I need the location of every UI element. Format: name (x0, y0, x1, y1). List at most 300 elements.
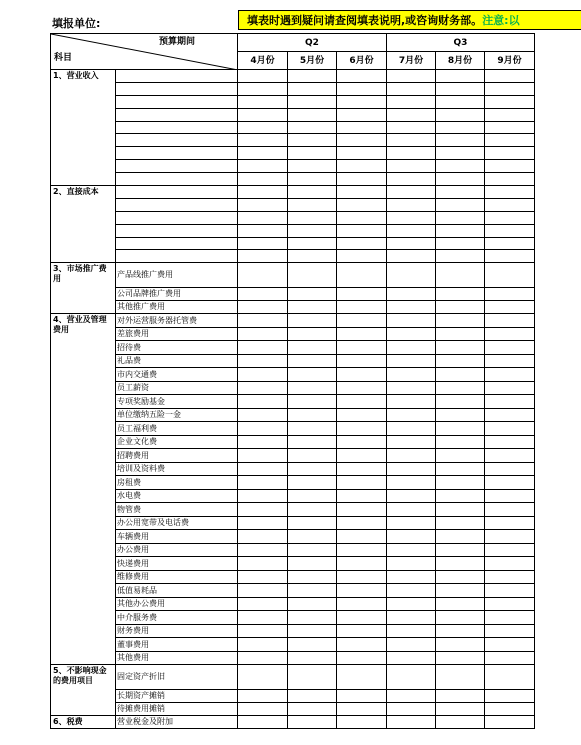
value-cell[interactable] (238, 288, 288, 301)
value-cell[interactable] (387, 624, 436, 638)
value-cell[interactable] (337, 121, 387, 134)
value-cell[interactable] (485, 82, 535, 95)
value-cell[interactable] (238, 716, 288, 729)
value-cell[interactable] (387, 716, 436, 729)
value-cell[interactable] (387, 70, 436, 83)
value-cell[interactable] (436, 624, 485, 638)
value-cell[interactable] (288, 570, 337, 584)
value-cell[interactable] (436, 198, 485, 211)
value-cell[interactable] (485, 435, 535, 449)
value-cell[interactable] (288, 314, 337, 328)
value-cell[interactable] (485, 462, 535, 476)
table-row (51, 301, 535, 314)
value-cell[interactable] (288, 489, 337, 503)
value-cell[interactable] (288, 82, 337, 95)
value-cell[interactable] (436, 530, 485, 544)
value-cell[interactable] (337, 354, 387, 368)
table-row (51, 665, 535, 690)
value-cell[interactable] (337, 108, 387, 121)
value-cell[interactable] (387, 263, 436, 288)
value-cell[interactable] (387, 186, 436, 199)
value-cell[interactable] (238, 314, 288, 328)
value-cell[interactable] (485, 147, 535, 160)
value-cell[interactable] (288, 354, 337, 368)
value-cell[interactable] (288, 327, 337, 341)
value-cell[interactable] (238, 341, 288, 355)
value-cell[interactable] (238, 651, 288, 665)
value-cell[interactable] (337, 435, 387, 449)
value-cell[interactable] (288, 557, 337, 571)
value-cell[interactable] (485, 211, 535, 224)
value-cell[interactable] (288, 301, 337, 314)
value-cell[interactable] (238, 108, 288, 121)
value-cell[interactable] (337, 624, 387, 638)
value-cell[interactable] (337, 516, 387, 530)
value-cell[interactable] (238, 530, 288, 544)
value-cell[interactable] (436, 95, 485, 108)
value-cell[interactable] (387, 368, 436, 382)
value-cell[interactable] (436, 665, 485, 690)
value-cell[interactable] (337, 570, 387, 584)
line-item: 低值易耗品 (116, 584, 238, 598)
value-cell[interactable] (337, 530, 387, 544)
value-cell[interactable] (337, 716, 387, 729)
value-cell[interactable] (337, 597, 387, 611)
value-cell[interactable] (387, 173, 436, 186)
value-cell[interactable] (387, 597, 436, 611)
value-cell[interactable] (387, 134, 436, 147)
value-cell[interactable] (436, 314, 485, 328)
value-cell[interactable] (387, 690, 436, 703)
value-cell[interactable] (337, 263, 387, 288)
budget-table (50, 33, 535, 729)
table-row (51, 716, 535, 729)
value-cell[interactable] (337, 70, 387, 83)
value-cell[interactable] (485, 354, 535, 368)
value-cell[interactable] (436, 543, 485, 557)
value-cell[interactable] (485, 250, 535, 263)
value-cell[interactable] (288, 624, 337, 638)
value-cell[interactable] (288, 435, 337, 449)
value-cell[interactable] (485, 263, 535, 288)
value-cell[interactable] (288, 173, 337, 186)
value-cell[interactable] (337, 147, 387, 160)
value-cell[interactable] (485, 327, 535, 341)
table-row (51, 134, 535, 147)
value-cell[interactable] (238, 381, 288, 395)
value-cell[interactable] (288, 288, 337, 301)
value-cell[interactable] (387, 570, 436, 584)
value-cell[interactable] (485, 198, 535, 211)
value-cell[interactable] (436, 147, 485, 160)
value-cell[interactable] (485, 543, 535, 557)
value-cell[interactable] (436, 435, 485, 449)
value-cell[interactable] (436, 160, 485, 173)
value-cell[interactable] (337, 476, 387, 490)
value-cell[interactable] (337, 395, 387, 409)
value-cell[interactable] (436, 224, 485, 237)
value-cell[interactable] (238, 503, 288, 517)
value-cell[interactable] (387, 611, 436, 625)
value-cell[interactable] (485, 368, 535, 382)
value-cell[interactable] (238, 237, 288, 250)
value-cell[interactable] (485, 651, 535, 665)
value-cell[interactable] (485, 638, 535, 652)
value-cell[interactable] (436, 186, 485, 199)
value-cell[interactable] (436, 489, 485, 503)
value-cell[interactable] (337, 186, 387, 199)
value-cell[interactable] (288, 263, 337, 288)
value-cell[interactable] (387, 381, 436, 395)
value-cell[interactable] (485, 237, 535, 250)
value-cell[interactable] (485, 611, 535, 625)
value-cell[interactable] (387, 314, 436, 328)
value-cell[interactable] (238, 435, 288, 449)
value-cell[interactable] (387, 198, 436, 211)
value-cell[interactable] (387, 543, 436, 557)
value-cell[interactable] (238, 624, 288, 638)
value-cell[interactable] (436, 462, 485, 476)
value-cell[interactable] (238, 70, 288, 83)
value-cell[interactable] (436, 381, 485, 395)
value-cell[interactable] (238, 690, 288, 703)
value-cell[interactable] (436, 651, 485, 665)
value-cell[interactable] (436, 422, 485, 436)
value-cell[interactable] (387, 530, 436, 544)
value-cell[interactable] (485, 341, 535, 355)
value-cell[interactable] (485, 716, 535, 729)
value-cell[interactable] (238, 211, 288, 224)
value-cell[interactable] (288, 224, 337, 237)
value-cell[interactable] (238, 301, 288, 314)
value-cell[interactable] (288, 462, 337, 476)
value-cell[interactable] (238, 611, 288, 625)
value-cell[interactable] (485, 395, 535, 409)
value-cell[interactable] (238, 703, 288, 716)
value-cell[interactable] (436, 237, 485, 250)
value-cell[interactable] (288, 690, 337, 703)
value-cell[interactable] (436, 134, 485, 147)
value-cell[interactable] (337, 314, 387, 328)
value-cell[interactable] (238, 121, 288, 134)
value-cell[interactable] (337, 250, 387, 263)
value-cell[interactable] (288, 147, 337, 160)
value-cell[interactable] (485, 301, 535, 314)
value-cell[interactable] (387, 224, 436, 237)
value-cell[interactable] (337, 224, 387, 237)
value-cell[interactable] (238, 449, 288, 463)
table-row (51, 121, 535, 134)
value-cell[interactable] (485, 503, 535, 517)
value-cell[interactable] (337, 211, 387, 224)
value-cell[interactable] (485, 134, 535, 147)
value-cell[interactable] (485, 314, 535, 328)
value-cell[interactable] (238, 638, 288, 652)
value-cell[interactable] (387, 354, 436, 368)
value-cell[interactable] (337, 237, 387, 250)
line-item: 企业文化费 (116, 435, 238, 449)
value-cell[interactable] (436, 557, 485, 571)
value-cell[interactable] (238, 584, 288, 598)
value-cell[interactable] (288, 198, 337, 211)
value-cell[interactable] (288, 516, 337, 530)
value-cell[interactable] (436, 449, 485, 463)
value-cell[interactable] (288, 597, 337, 611)
value-cell[interactable] (337, 301, 387, 314)
value-cell[interactable] (288, 341, 337, 355)
value-cell[interactable] (238, 134, 288, 147)
value-cell[interactable] (436, 263, 485, 288)
value-cell[interactable] (288, 665, 337, 690)
table-row (51, 449, 535, 463)
value-cell[interactable] (337, 651, 387, 665)
value-cell[interactable] (387, 435, 436, 449)
value-cell[interactable] (387, 160, 436, 173)
value-cell[interactable] (238, 665, 288, 690)
value-cell[interactable] (485, 224, 535, 237)
value-cell[interactable] (288, 476, 337, 490)
value-cell[interactable] (337, 665, 387, 690)
value-cell[interactable] (238, 82, 288, 95)
value-cell[interactable] (387, 250, 436, 263)
value-cell[interactable] (436, 638, 485, 652)
value-cell[interactable] (387, 449, 436, 463)
value-cell[interactable] (485, 121, 535, 134)
value-cell[interactable] (337, 584, 387, 598)
value-cell[interactable] (238, 368, 288, 382)
value-cell[interactable] (238, 408, 288, 422)
value-cell[interactable] (485, 160, 535, 173)
value-cell[interactable] (436, 503, 485, 517)
value-cell[interactable] (238, 422, 288, 436)
value-cell[interactable] (485, 690, 535, 703)
value-cell[interactable] (337, 327, 387, 341)
line-item (116, 108, 238, 121)
value-cell[interactable] (238, 516, 288, 530)
value-cell[interactable] (288, 186, 337, 199)
value-cell[interactable] (436, 690, 485, 703)
value-cell[interactable] (485, 288, 535, 301)
value-cell[interactable] (288, 703, 337, 716)
value-cell[interactable] (288, 134, 337, 147)
value-cell[interactable] (387, 395, 436, 409)
value-cell[interactable] (387, 422, 436, 436)
value-cell[interactable] (387, 147, 436, 160)
value-cell[interactable] (337, 449, 387, 463)
value-cell[interactable] (288, 422, 337, 436)
value-cell[interactable] (485, 530, 535, 544)
value-cell[interactable] (337, 690, 387, 703)
value-cell[interactable] (387, 516, 436, 530)
value-cell[interactable] (387, 211, 436, 224)
value-cell[interactable] (238, 186, 288, 199)
value-cell[interactable] (337, 160, 387, 173)
value-cell[interactable] (387, 584, 436, 598)
value-cell[interactable] (337, 341, 387, 355)
value-cell[interactable] (238, 543, 288, 557)
value-cell[interactable] (238, 198, 288, 211)
value-cell[interactable] (288, 95, 337, 108)
value-cell[interactable] (436, 211, 485, 224)
value-cell[interactable] (436, 301, 485, 314)
value-cell[interactable] (485, 70, 535, 83)
value-cell[interactable] (288, 368, 337, 382)
value-cell[interactable] (436, 570, 485, 584)
value-cell[interactable] (387, 557, 436, 571)
value-cell[interactable] (238, 557, 288, 571)
value-cell[interactable] (337, 82, 387, 95)
value-cell[interactable] (436, 108, 485, 121)
line-item (116, 160, 238, 173)
value-cell[interactable] (436, 288, 485, 301)
value-cell[interactable] (387, 95, 436, 108)
value-cell[interactable] (387, 341, 436, 355)
value-cell[interactable] (337, 462, 387, 476)
value-cell[interactable] (485, 422, 535, 436)
value-cell[interactable] (387, 476, 436, 490)
value-cell[interactable] (436, 121, 485, 134)
value-cell[interactable] (288, 121, 337, 134)
value-cell[interactable] (387, 638, 436, 652)
value-cell[interactable] (238, 263, 288, 288)
value-cell[interactable] (485, 597, 535, 611)
value-cell[interactable] (387, 462, 436, 476)
value-cell[interactable] (238, 95, 288, 108)
value-cell[interactable] (436, 395, 485, 409)
value-cell[interactable] (288, 70, 337, 83)
value-cell[interactable] (436, 354, 485, 368)
value-cell[interactable] (288, 160, 337, 173)
value-cell[interactable] (288, 108, 337, 121)
value-cell[interactable] (288, 381, 337, 395)
value-cell[interactable] (238, 250, 288, 263)
value-cell[interactable] (337, 381, 387, 395)
value-cell[interactable] (387, 651, 436, 665)
value-cell[interactable] (288, 543, 337, 557)
value-cell[interactable] (485, 584, 535, 598)
value-cell[interactable] (337, 173, 387, 186)
value-cell[interactable] (238, 354, 288, 368)
value-cell[interactable] (387, 703, 436, 716)
value-cell[interactable] (387, 408, 436, 422)
value-cell[interactable] (387, 489, 436, 503)
value-cell[interactable] (436, 341, 485, 355)
value-cell[interactable] (485, 489, 535, 503)
value-cell[interactable] (288, 584, 337, 598)
value-cell[interactable] (337, 198, 387, 211)
value-cell[interactable] (485, 557, 535, 571)
value-cell[interactable] (436, 703, 485, 716)
value-cell[interactable] (387, 82, 436, 95)
value-cell[interactable] (238, 489, 288, 503)
value-cell[interactable] (436, 597, 485, 611)
value-cell[interactable] (238, 224, 288, 237)
value-cell[interactable] (238, 597, 288, 611)
value-cell[interactable] (387, 288, 436, 301)
value-cell[interactable] (436, 476, 485, 490)
value-cell[interactable] (337, 503, 387, 517)
value-cell[interactable] (436, 516, 485, 530)
value-cell[interactable] (288, 237, 337, 250)
value-cell[interactable] (238, 147, 288, 160)
value-cell[interactable] (288, 530, 337, 544)
value-cell[interactable] (238, 173, 288, 186)
value-cell[interactable] (485, 186, 535, 199)
value-cell[interactable] (337, 134, 387, 147)
value-cell[interactable] (387, 108, 436, 121)
value-cell[interactable] (436, 82, 485, 95)
value-cell[interactable] (436, 327, 485, 341)
value-cell[interactable] (387, 327, 436, 341)
value-cell[interactable] (337, 703, 387, 716)
value-cell[interactable] (387, 121, 436, 134)
value-cell[interactable] (238, 570, 288, 584)
value-cell[interactable] (485, 624, 535, 638)
value-cell[interactable] (337, 638, 387, 652)
value-cell[interactable] (238, 327, 288, 341)
value-cell[interactable] (436, 250, 485, 263)
value-cell[interactable] (485, 665, 535, 690)
value-cell[interactable] (387, 665, 436, 690)
value-cell[interactable] (238, 476, 288, 490)
value-cell[interactable] (337, 611, 387, 625)
value-cell[interactable] (288, 250, 337, 263)
value-cell[interactable] (288, 408, 337, 422)
value-cell[interactable] (436, 584, 485, 598)
value-cell[interactable] (436, 716, 485, 729)
value-cell[interactable] (337, 408, 387, 422)
value-cell[interactable] (436, 611, 485, 625)
value-cell[interactable] (436, 408, 485, 422)
value-cell[interactable] (337, 422, 387, 436)
value-cell[interactable] (436, 368, 485, 382)
value-cell[interactable] (288, 395, 337, 409)
value-cell[interactable] (387, 301, 436, 314)
value-cell[interactable] (485, 570, 535, 584)
value-cell[interactable] (436, 173, 485, 186)
value-cell[interactable] (288, 449, 337, 463)
value-cell[interactable] (337, 95, 387, 108)
value-cell[interactable] (337, 489, 387, 503)
line-item: 市内交通费 (116, 368, 238, 382)
value-cell[interactable] (485, 408, 535, 422)
value-cell[interactable] (288, 651, 337, 665)
value-cell[interactable] (387, 503, 436, 517)
value-cell[interactable] (238, 462, 288, 476)
value-cell[interactable] (288, 611, 337, 625)
value-cell[interactable] (436, 70, 485, 83)
value-cell[interactable] (485, 381, 535, 395)
value-cell[interactable] (288, 503, 337, 517)
value-cell[interactable] (288, 716, 337, 729)
value-cell[interactable] (288, 211, 337, 224)
value-cell[interactable] (337, 543, 387, 557)
value-cell[interactable] (485, 449, 535, 463)
value-cell[interactable] (238, 160, 288, 173)
value-cell[interactable] (288, 638, 337, 652)
value-cell[interactable] (387, 237, 436, 250)
value-cell[interactable] (337, 368, 387, 382)
value-cell[interactable] (337, 557, 387, 571)
value-cell[interactable] (238, 395, 288, 409)
value-cell[interactable] (485, 108, 535, 121)
value-cell[interactable] (485, 173, 535, 186)
value-cell[interactable] (485, 516, 535, 530)
value-cell[interactable] (485, 476, 535, 490)
value-cell[interactable] (485, 703, 535, 716)
value-cell[interactable] (485, 95, 535, 108)
value-cell[interactable] (337, 288, 387, 301)
